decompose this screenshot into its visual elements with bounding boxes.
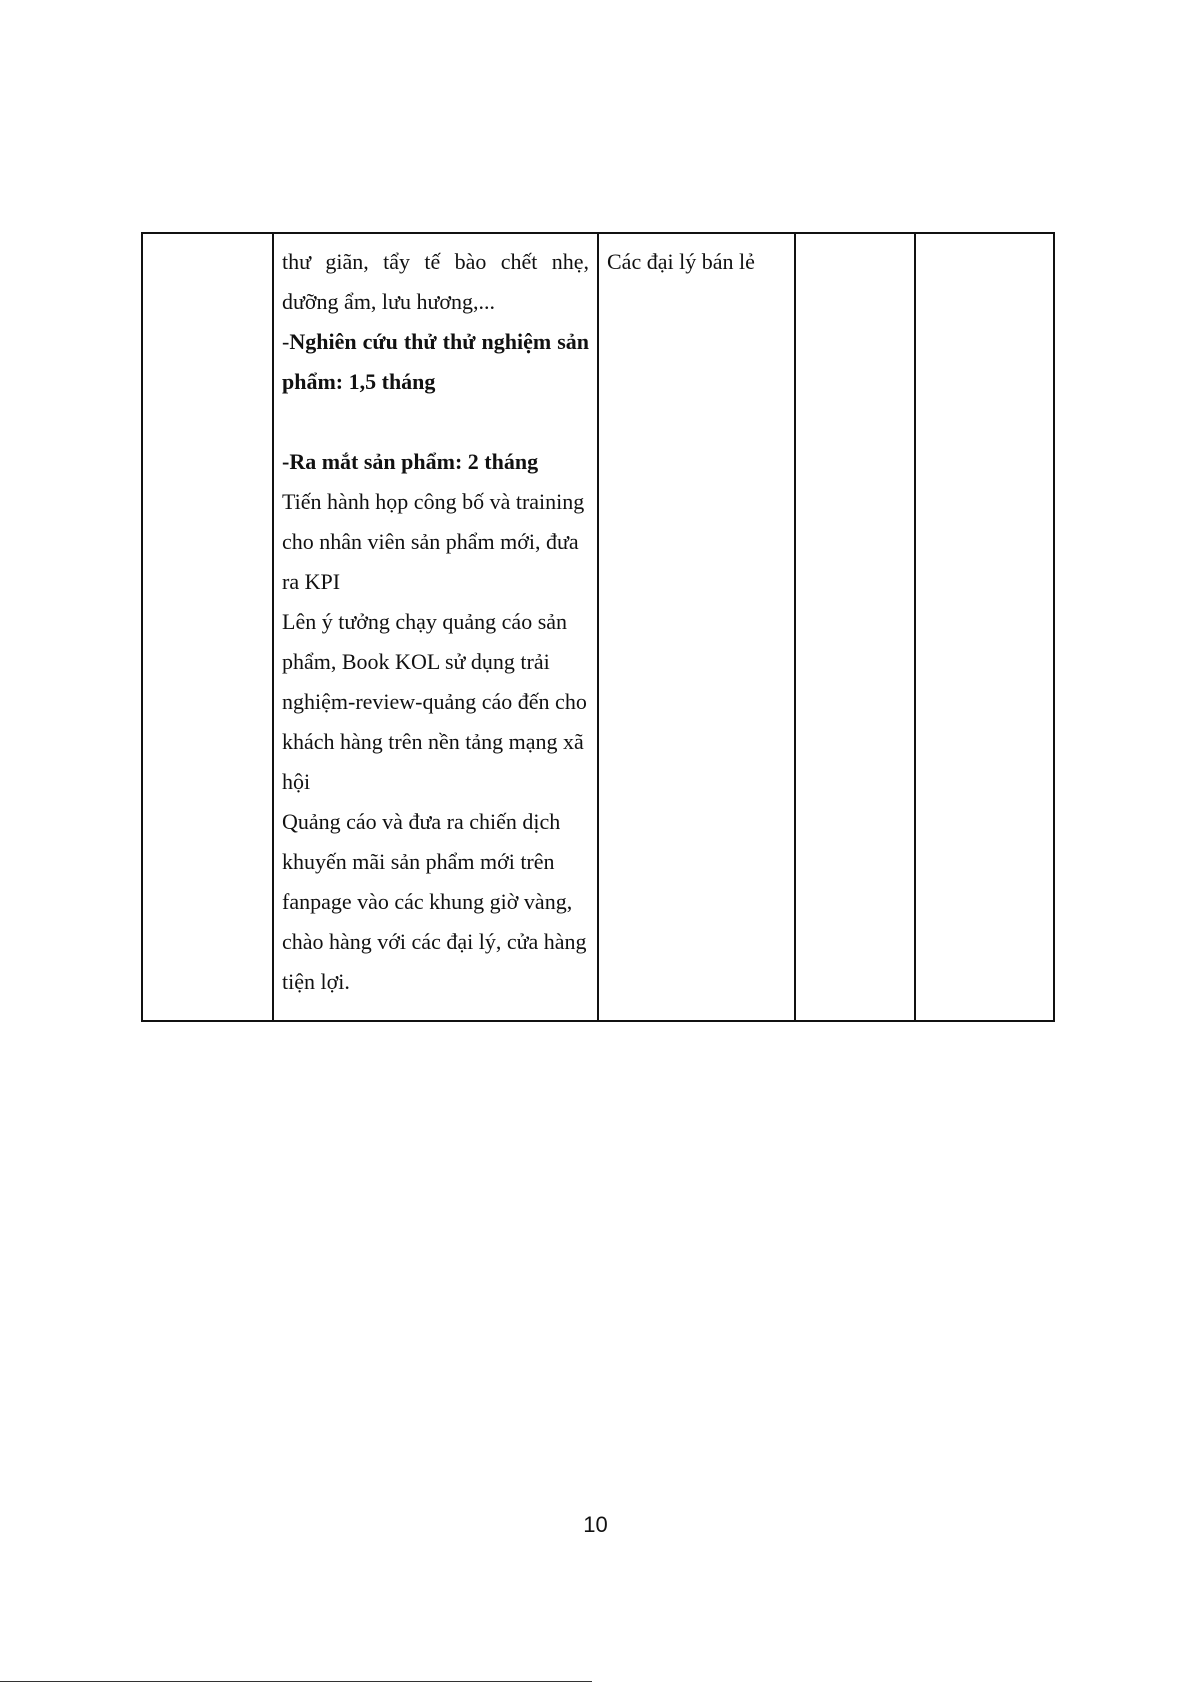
table-cell-activities bbox=[273, 233, 598, 1021]
table-cell-col4 bbox=[795, 233, 915, 1021]
launch-paragraph: Lên ý tưởng chạy quảng cáo sản phẩm, Book KOL sử dụng trải nghiệm-review-quảng cáo đến cho khách hàng trên nền tảng mạng xã hội bbox=[282, 609, 587, 794]
plan-table bbox=[141, 232, 1055, 1022]
research-prefix: - bbox=[282, 329, 290, 354]
page-number: 10 bbox=[583, 1512, 608, 1537]
table-row bbox=[142, 233, 1054, 1021]
blank-line bbox=[282, 402, 589, 442]
launch-heading: -Ra mắt sản phẩm: 2 tháng bbox=[282, 449, 539, 474]
launch-paragraph: Tiến hành họp công bố và training cho nhân viên sản phẩm mới, đưa ra KPI bbox=[282, 489, 585, 594]
footnote-divider bbox=[0, 1681, 592, 1682]
table-cell-col1 bbox=[142, 233, 273, 1021]
launch-paragraph: Quảng cáo và đưa ra chiến dịch khuyến mãi sản phẩm mới trên fanpage vào các khung giờ vàng, chào hàng với các đại lý, cửa hàng tiện lợi. bbox=[282, 809, 587, 994]
intro-text: thư giãn, tẩy tế bào chết nhẹ, dưỡng ẩm, lưu hương,... bbox=[282, 249, 589, 314]
research-phase bbox=[282, 322, 589, 402]
research-heading: Nghiên cứu thử thử nghiệm sản phẩm: 1,5 tháng bbox=[282, 329, 589, 394]
table-cell-channel: Các đại lý bán lẻ bbox=[598, 233, 795, 1021]
table-cell-col5 bbox=[915, 233, 1054, 1021]
